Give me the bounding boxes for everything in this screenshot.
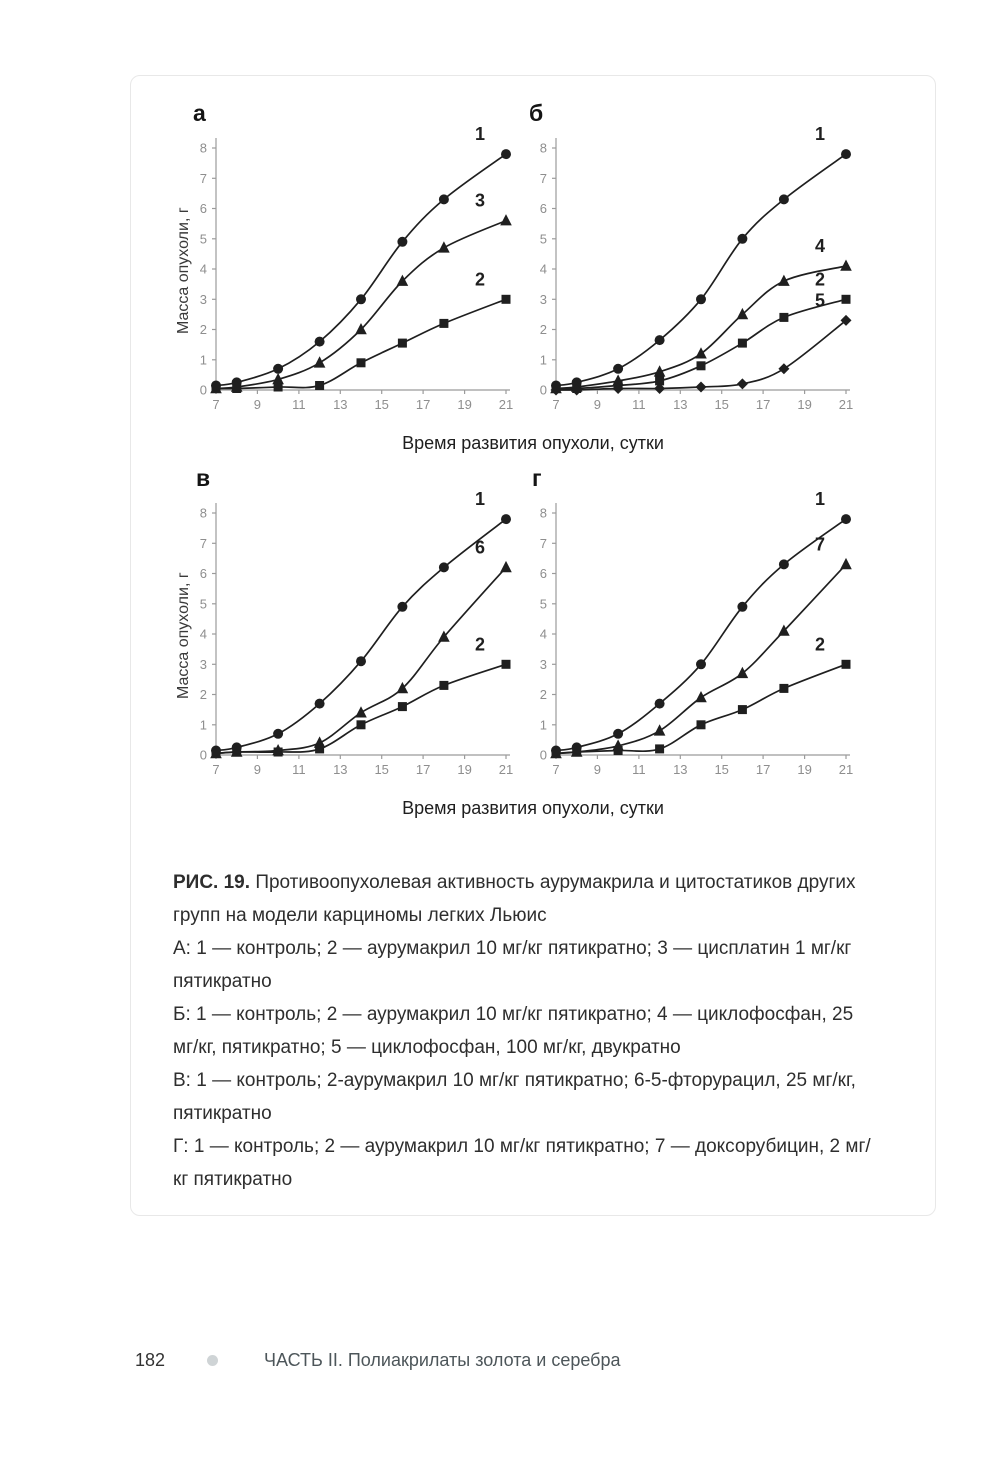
y-tick-label: 3 <box>539 656 547 672</box>
data-point-circle <box>696 659 706 669</box>
y-tick-label: 7 <box>199 170 207 186</box>
y-tick-label: 1 <box>199 717 207 733</box>
data-point-diamond <box>696 382 707 393</box>
data-point-triangle <box>737 667 749 678</box>
data-point-square <box>232 384 241 393</box>
y-tick-label: 7 <box>539 170 547 186</box>
page-footer <box>135 1350 935 1371</box>
x-tick-label: 11 <box>632 397 646 412</box>
y-tick-label: 4 <box>539 626 547 642</box>
data-point-square <box>779 684 788 693</box>
data-point-triangle <box>355 706 367 717</box>
series-label-5: 5 <box>814 290 826 311</box>
x-tick-label: 21 <box>498 397 514 412</box>
data-point-square <box>655 744 664 753</box>
panel-letter-v: в <box>196 465 211 491</box>
data-point-circle <box>841 514 851 524</box>
data-point-triangle <box>654 724 666 735</box>
y-axis-label-bottom: Масса опухоли, г <box>175 572 192 699</box>
x-tick-label: 7 <box>212 762 220 777</box>
chart-panel-b <box>508 118 874 430</box>
data-point-circle <box>655 699 665 709</box>
caption-figure-label: РИС. 19. <box>173 872 251 893</box>
data-point-square <box>439 681 448 690</box>
data-point-triangle <box>314 356 326 367</box>
figure-caption <box>173 866 873 1196</box>
x-tick-label: 19 <box>797 762 812 777</box>
data-point-circle <box>613 364 623 374</box>
data-point-triangle <box>840 558 852 569</box>
chart-panel-v <box>168 483 534 795</box>
data-point-circle <box>315 699 325 709</box>
series-label-1: 1 <box>814 124 826 145</box>
y-tick-label: 4 <box>539 261 547 277</box>
caption-entry-b: Б: 1 — контроль; 2 — аурумакрил 10 мг/кг пятикратно; 4 — циклофосфан, 25 мг/кг, пятикратно; 5 — циклофосфан, 100 мг/кг, двукратно <box>173 1004 854 1058</box>
data-point-circle <box>779 194 789 204</box>
x-tick-label: 13 <box>333 397 348 412</box>
data-point-circle <box>439 562 449 572</box>
data-point-circle <box>696 294 706 304</box>
data-point-square <box>398 702 407 711</box>
data-point-circle <box>655 335 665 345</box>
data-point-circle <box>356 656 366 666</box>
data-point-circle <box>737 234 747 244</box>
data-point-square <box>357 720 366 729</box>
series-label-1: 1 <box>474 489 486 510</box>
data-point-square <box>439 319 448 328</box>
y-tick-label: 6 <box>199 201 207 216</box>
data-point-square <box>842 295 851 304</box>
x-tick-label: 9 <box>593 397 602 412</box>
data-point-square <box>779 313 788 322</box>
data-point-square <box>614 746 623 755</box>
data-point-square <box>232 748 241 757</box>
y-tick-label: 1 <box>539 717 547 733</box>
page-number: 182 <box>135 1350 166 1370</box>
data-point-circle <box>779 559 789 569</box>
data-point-square <box>274 748 283 757</box>
data-point-circle <box>356 294 366 304</box>
data-point-square <box>212 749 221 758</box>
data-point-circle <box>397 237 407 247</box>
data-point-triangle <box>695 691 707 702</box>
data-point-circle <box>841 149 851 159</box>
data-point-triangle <box>695 347 707 358</box>
chart-panel-a <box>168 118 534 430</box>
y-tick-label: 0 <box>199 747 207 763</box>
y-tick-label: 7 <box>199 535 207 551</box>
data-point-diamond <box>737 378 748 389</box>
x-tick-label: 21 <box>838 397 854 412</box>
chart-canvas-в <box>168 483 534 795</box>
y-tick-label: 5 <box>539 231 547 247</box>
series-label-3: 3 <box>474 190 486 211</box>
series-label-2: 2 <box>814 634 826 655</box>
x-tick-label: 11 <box>292 762 306 777</box>
x-tick-label: 7 <box>552 397 560 412</box>
chart-panel-g <box>508 483 874 795</box>
x-tick-label: 9 <box>253 762 262 777</box>
data-point-square <box>842 660 851 669</box>
series-line-1 <box>216 154 506 385</box>
data-point-circle <box>737 602 747 612</box>
x-tick-label: 19 <box>457 397 472 412</box>
x-tick-label: 11 <box>632 762 646 777</box>
data-point-circle <box>613 729 623 739</box>
axes <box>556 503 850 755</box>
y-axis-label-top: Масса опухоли, г <box>175 207 192 334</box>
data-point-square <box>697 720 706 729</box>
y-tick-label: 8 <box>539 505 547 521</box>
x-tick-label: 21 <box>838 762 854 777</box>
x-tick-label: 15 <box>374 762 389 777</box>
y-tick-label: 3 <box>199 291 207 307</box>
data-point-circle <box>439 194 449 204</box>
y-tick-label: 5 <box>199 231 207 247</box>
data-point-square <box>398 339 407 348</box>
bullet-dot-icon <box>207 1355 218 1366</box>
x-tick-label: 7 <box>552 762 560 777</box>
x-tick-label: 11 <box>292 397 306 412</box>
y-tick-label: 8 <box>199 140 207 156</box>
y-tick-label: 8 <box>199 505 207 521</box>
data-point-triangle <box>438 241 450 252</box>
caption-entry-a: А: 1 — контроль; 2 — аурумакрил 10 мг/кг пятикратно; 3 — цисплатин 1 мг/кг пятикратно <box>173 938 852 992</box>
data-point-square <box>212 384 221 393</box>
y-tick-label: 0 <box>539 382 547 398</box>
series-label-2: 2 <box>814 269 826 290</box>
x-tick-label: 21 <box>498 762 514 777</box>
series-label-6: 6 <box>474 537 486 558</box>
y-tick-label: 2 <box>539 687 547 702</box>
y-tick-label: 5 <box>539 596 547 612</box>
x-tick-label: 17 <box>755 397 771 412</box>
y-tick-label: 2 <box>199 687 207 702</box>
series-label-1: 1 <box>474 124 486 145</box>
y-tick-label: 6 <box>539 201 547 216</box>
panel-letter-g: г <box>532 465 542 491</box>
y-tick-label: 4 <box>199 626 207 642</box>
x-tick-label: 19 <box>797 397 812 412</box>
x-tick-label: 15 <box>714 397 729 412</box>
y-tick-label: 1 <box>539 352 547 368</box>
panel-letter-b: б <box>529 100 544 126</box>
panel-letter-a: а <box>193 100 206 126</box>
data-point-square <box>315 381 324 390</box>
x-tick-label: 15 <box>374 397 389 412</box>
x-tick-label: 17 <box>415 397 431 412</box>
series-label-4: 4 <box>814 236 826 256</box>
y-tick-label: 2 <box>199 322 207 337</box>
x-tick-label: 7 <box>212 397 220 412</box>
chart-canvas-а <box>168 118 534 430</box>
data-point-diamond <box>778 363 789 374</box>
caption-title-line <box>173 866 873 932</box>
caption-entry-g: Г: 1 — контроль; 2 — аурумакрил 10 мг/кг пятикратно; 7 — доксорубицин, 2 мг/кг пятикратно <box>173 1136 871 1190</box>
x-axis-label-top: Время развития опухоли, сутки <box>402 433 664 453</box>
data-point-square <box>315 744 324 753</box>
series-line-2 <box>556 664 846 753</box>
book-page <box>130 75 936 1216</box>
caption-entry-v: В: 1 — контроль; 2-аурумакрил 10 мг/кг пятикратно; 6-5-фторурацил, 25 мг/кг, пятикратно <box>173 1070 856 1124</box>
data-point-square <box>274 383 283 392</box>
series-label-1: 1 <box>814 489 826 510</box>
data-point-square <box>357 358 366 367</box>
data-point-circle <box>315 337 325 347</box>
y-tick-label: 4 <box>199 261 207 277</box>
series-line-1 <box>556 519 846 750</box>
y-tick-label: 8 <box>539 140 547 156</box>
y-tick-label: 6 <box>539 566 547 581</box>
x-axis-label-bottom: Время развития опухоли, сутки <box>402 798 664 818</box>
y-tick-label: 5 <box>199 596 207 612</box>
data-point-square <box>552 749 561 758</box>
series-label-2: 2 <box>474 269 486 290</box>
data-point-circle <box>273 729 283 739</box>
y-tick-label: 0 <box>199 382 207 398</box>
chart-canvas-г <box>508 483 874 795</box>
x-tick-label: 13 <box>673 397 688 412</box>
data-point-square <box>572 748 581 757</box>
series-label-2: 2 <box>474 634 486 655</box>
y-tick-label: 1 <box>199 352 207 368</box>
x-tick-label: 15 <box>714 762 729 777</box>
series-label-7: 7 <box>814 534 826 555</box>
x-tick-label: 9 <box>593 762 602 777</box>
x-tick-label: 13 <box>673 762 688 777</box>
y-tick-label: 0 <box>539 747 547 763</box>
y-tick-label: 7 <box>539 535 547 551</box>
axes <box>216 138 510 390</box>
x-tick-label: 13 <box>333 762 348 777</box>
y-tick-label: 3 <box>539 291 547 307</box>
data-point-circle <box>397 602 407 612</box>
y-tick-label: 2 <box>539 322 547 337</box>
y-tick-label: 3 <box>199 656 207 672</box>
data-point-triangle <box>840 260 852 271</box>
data-point-square <box>738 705 747 714</box>
data-point-square <box>738 339 747 348</box>
y-tick-label: 6 <box>199 566 207 581</box>
x-tick-label: 17 <box>755 762 771 777</box>
x-tick-label: 19 <box>457 762 472 777</box>
data-point-square <box>697 361 706 370</box>
data-point-circle <box>273 364 283 374</box>
caption-title-text: Противоопухолевая активность аурумакрила и цитостатиков других групп на модели карциномы легких Льюис <box>173 872 856 926</box>
chart-canvas-б <box>508 118 874 430</box>
chapter-title: ЧАСТЬ II. Полиакрилаты золота и серебра <box>264 1350 621 1370</box>
x-tick-label: 9 <box>253 397 262 412</box>
x-tick-label: 17 <box>415 762 431 777</box>
